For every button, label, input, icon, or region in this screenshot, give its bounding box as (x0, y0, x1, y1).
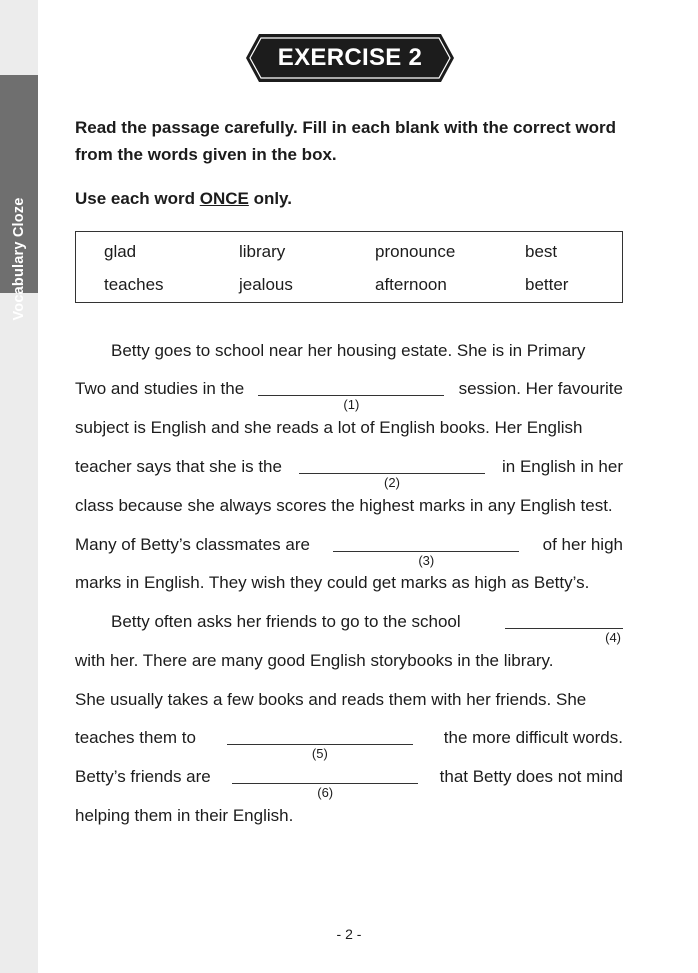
passage-line (75, 534, 623, 568)
blank-number: (1) (343, 397, 360, 412)
passage-text: the more difficult words. (443, 728, 623, 747)
passage-line: with her. There are many good English storybooks in the library. (75, 651, 554, 670)
instruction-once-after: only. (248, 189, 292, 208)
passage-line (75, 456, 623, 490)
passage-line: subject is English and she reads a lot of English books. Her English (75, 418, 583, 437)
word-option: pronounce (375, 242, 456, 261)
blank-number: (3) (418, 553, 435, 568)
passage-text: teaches them to (75, 728, 196, 747)
blank-1[interactable] (258, 378, 444, 412)
passage-text: Betty’s friends are (75, 767, 211, 786)
word-box (75, 231, 623, 303)
instruction-text: Read the passage carefully. Fill in each blank with the correct word from the words given in the box. (75, 118, 617, 164)
blank-6[interactable] (232, 766, 418, 800)
word-option: glad (104, 242, 137, 261)
word-option: library (239, 242, 286, 261)
exercise-banner (246, 34, 454, 82)
section-tab-label: Vocabulary Cloze (11, 197, 27, 321)
passage-text: of her high (542, 535, 623, 554)
passage-text: Two and studies in the (75, 379, 245, 398)
blank-number: (6) (317, 785, 334, 800)
instruction-once (75, 185, 292, 212)
passage-text: Many of Betty’s classmates are (75, 535, 310, 554)
passage-line (75, 766, 623, 800)
instruction-once-emphasis: ONCE (199, 189, 249, 208)
blank-4[interactable] (505, 611, 623, 645)
page-number: - 2 - (336, 926, 362, 942)
section-tab (0, 75, 38, 321)
word-option: better (525, 275, 569, 294)
blank-2[interactable] (299, 456, 485, 490)
blank-number: (4) (605, 630, 621, 645)
word-option: teaches (104, 275, 164, 294)
word-option: jealous (239, 275, 293, 294)
blank-number: (2) (384, 475, 400, 490)
instruction-once-before: Use each word (75, 189, 200, 208)
word-option: afternoon (375, 275, 447, 294)
passage-line (75, 611, 623, 645)
passage-line: She usually takes a few books and reads them with her friends. She (75, 690, 587, 709)
blank-number: (5) (311, 746, 328, 761)
passage-line: helping them in their English. (75, 806, 294, 825)
passage-line (75, 378, 623, 412)
passage-line: marks in English. They wish they could get marks as high as Betty’s. (75, 573, 590, 592)
passage-text: session. Her favourite (458, 379, 623, 398)
passage-text: that Betty does not mind (439, 767, 623, 786)
passage-text: teacher says that she is the (75, 457, 282, 476)
passage-line: Betty goes to school near her housing estate. She is in Primary (111, 341, 586, 360)
passage-text: Betty often asks her friends to go to the school (111, 612, 461, 631)
blank-5[interactable] (227, 727, 413, 761)
passage-line (75, 727, 623, 761)
passage-line: class because she always scores the highest marks in any English test. (75, 496, 613, 515)
passage-text: in English in her (502, 457, 623, 476)
word-option: best (525, 242, 558, 261)
page-title: EXERCISE 2 (277, 44, 423, 71)
blank-3[interactable] (333, 534, 519, 568)
